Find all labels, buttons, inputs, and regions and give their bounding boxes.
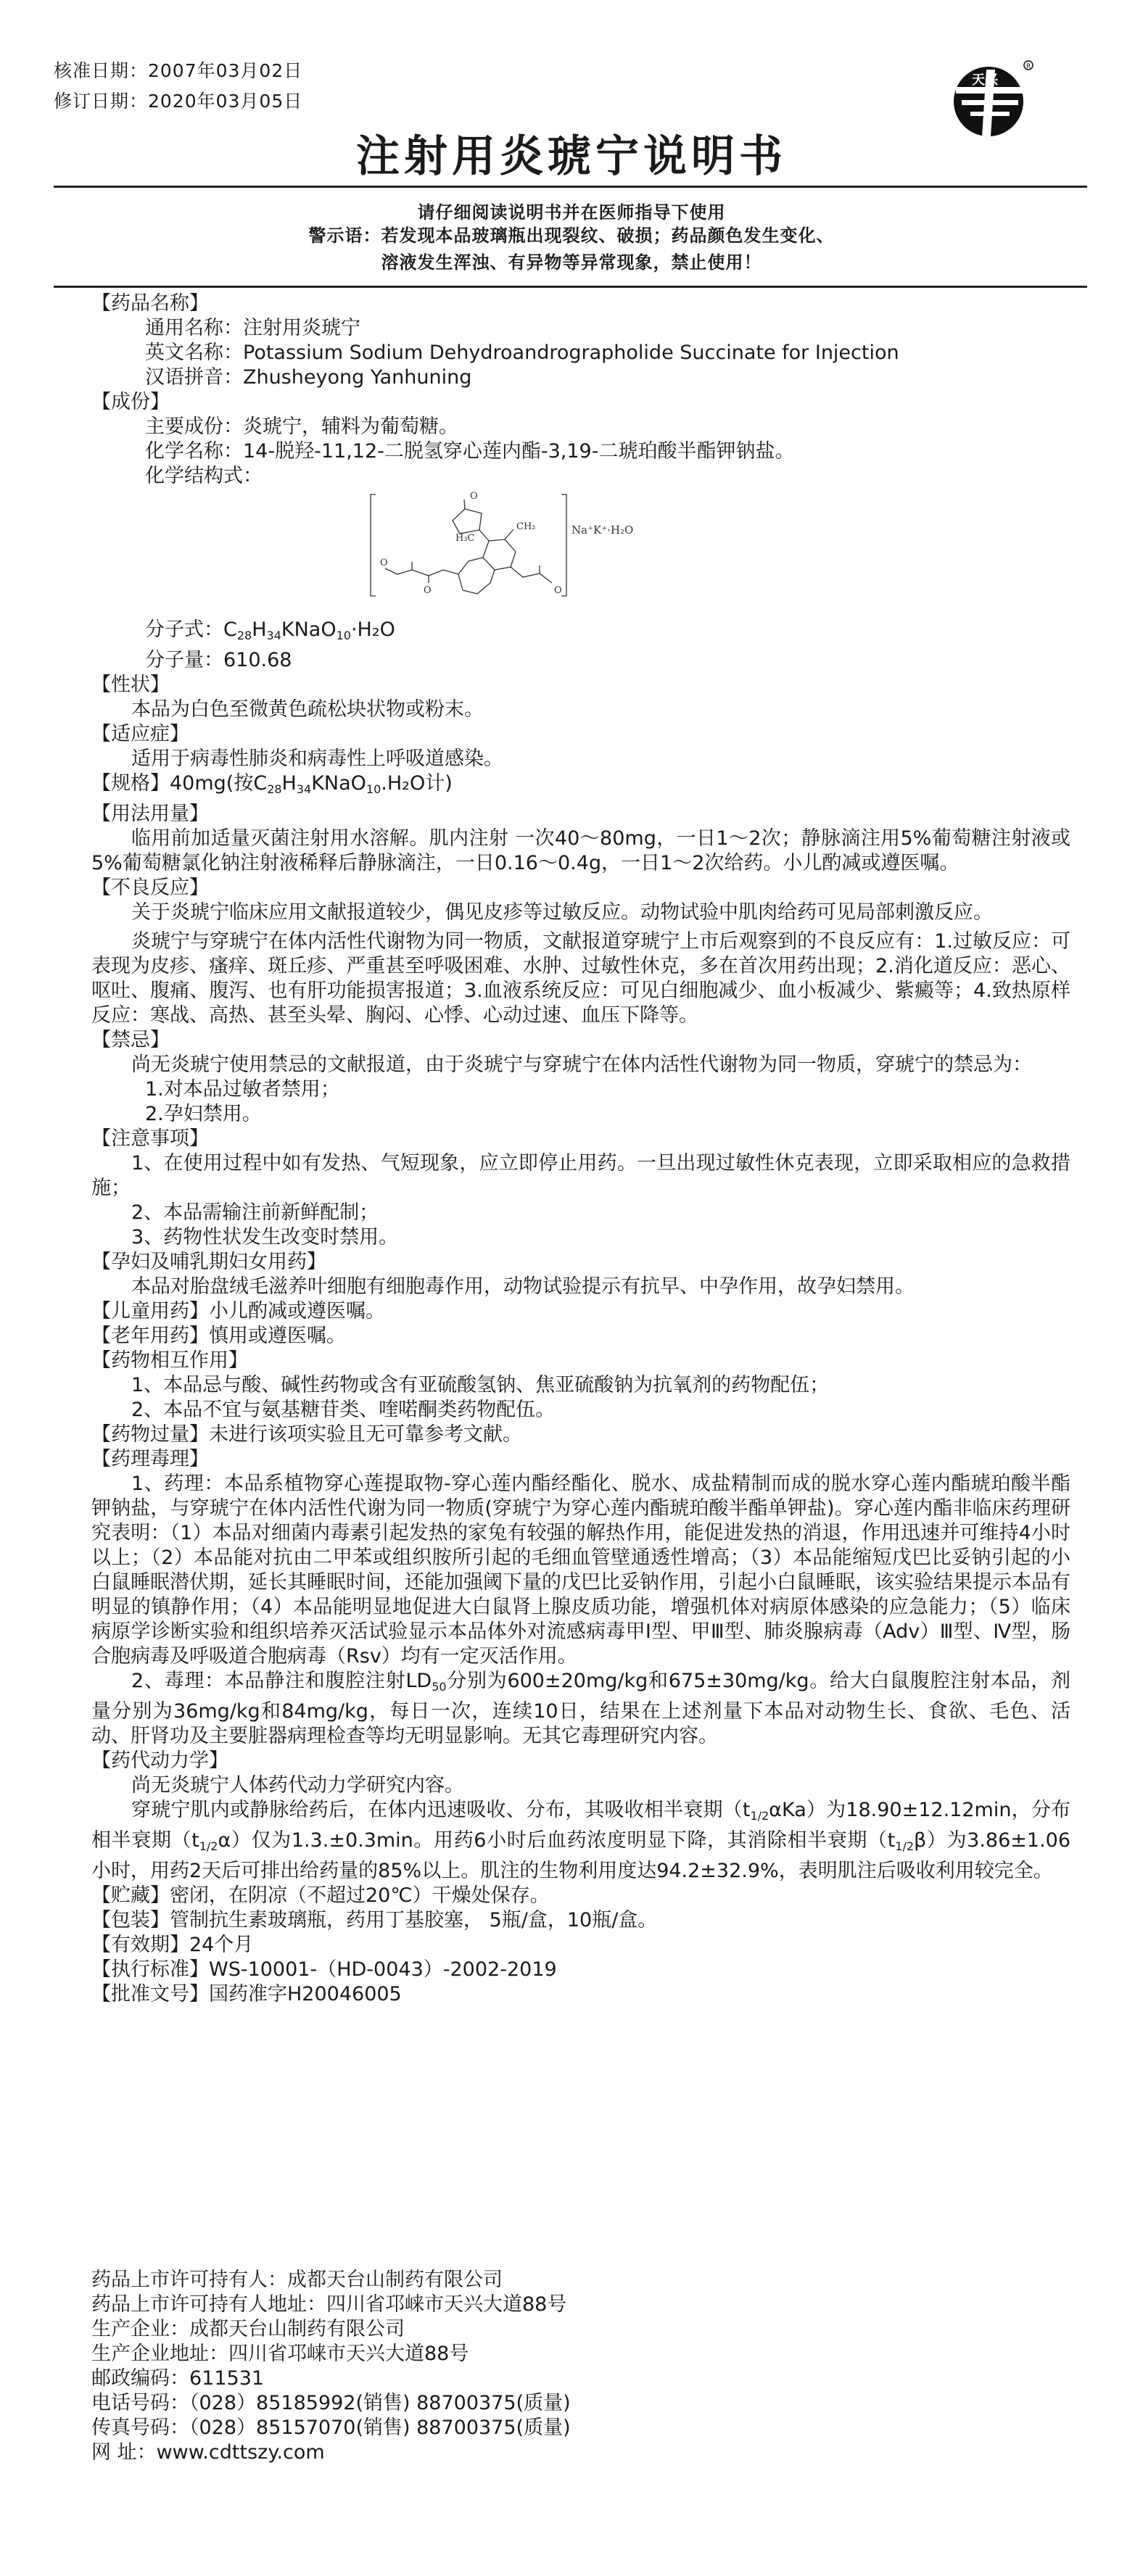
approval-number-line: 【批准文号】国药准字H20046005 (91, 1983, 402, 2005)
pharmacokinetics-text-1: 尚无炎琥宁人体药代动力学研究内容。 (131, 1774, 464, 1797)
character-text: 本品为白色至微黄色疏松块状物或粉末。 (131, 698, 484, 721)
section-heading-character: 【性状】 (91, 674, 170, 696)
insert-body (91, 291, 1070, 2007)
website: 网 址：www.cdttszy.com (91, 2441, 325, 2464)
toxicology-text: 2、毒理：本品静注和腹腔注射$LD_{50}$分别为600±20mg/kg和675±30mg/kg。给大白鼠腹腔注射本品，剂量分别为36mg/kg和84mg/kg，每日一次，连续10日，结果在上述剂量下本品对动物生长、食欲、毛色、活动、肝肾功及主要脏器病理检查等均无明显影响。无其它毒理研究内容。 (91, 1670, 1070, 1747)
pharmacology-text: 1、药理：本品系植物穿心莲提取物-穿心莲内酯经酯化、脱水、成盐精制而成的脱水穿心莲内酯琥珀酸半酯钾钠盐，与穿琥宁在体内活性代谢为同一物质(穿琥宁为穿心莲内酯琥珀酸半酯单钾盐)。穿心莲内酯非临床药理研究表明：（1）本品对细菌内毒素引起发热的家兔有较强的解热作用，能促进发热的消退，作用迅速并可维持4小时以上；（2）本品能对抗由二甲苯或组织胺所引起的毛细血管壁通透性增高；（3）本品能缩短戊巴比妥钠引起的小白鼠睡眠潜伏期，延长其睡眠时间，还能加强阈下量的戊巴比妥钠作用，引起小白鼠睡眠，该实验结果提示本品有明显的镇静作用；（4）本品能明显地促进大白鼠肾上腺皮质功能，增强机体对病原体感染的应急能力；（5）临床病原学诊断实验和组织培养灭活试验显示本品体外对流感病毒甲Ⅰ型、甲Ⅲ型、肺炎腺病毒（Adv）Ⅲ型、Ⅳ型，肠合胞病毒及呼吸道合胞病毒（Rsv）均有一定灭活作用。 (91, 1473, 1070, 1668)
spec-line: 【规格】40mg(按$C_{28}H_{34}KNaO_{10}.H_2O$计) (91, 772, 453, 796)
chemical-structure (91, 489, 1070, 602)
structure-ch3: H₃C (455, 533, 475, 544)
usage-text: 临用前加适量灭菌注射用水溶解。肌内注射 一次40～80mg，一日1～2次；静脉滴注用5%葡萄糖注射液或5%葡萄糖氯化钠注射液稀释后静脉滴注，一日0.16～0.4g，一日1～2次给药。小儿酌减或遵医嘱。 (91, 827, 1070, 874)
manufacturer-address: 生产企业地址：四川省邛崃市天兴大道88号 (91, 2343, 469, 2365)
read-notice: 请仔细阅读说明书并在医师指导下使用 (417, 202, 726, 223)
structure-o1: O (470, 491, 478, 502)
phone-number: 电话号码：（028）85185992(销售) 88700375(质量) (91, 2392, 571, 2414)
structure-ch2: CH₂ (516, 521, 536, 532)
main-ingredient: 主要成份：炎琥宁，辅料为葡萄糖。 (145, 415, 458, 438)
pharmacokinetics-text-2: 穿琥宁肌内或静脉给药后，在体内迅速吸收、分布，其吸收相半衰期$(t_{1/2}\alpha Ka)$为18.90±12.12min，分布相半衰期$(t_{1/2}\alpha)$仅为1.3.±0.3min。用药6小时后血药浓度明显下降，其消除相半衰期$(t_{1/2}\beta)$为3.86±1.06小时，用药2天后可排出给药量的85%以上。肌注的生物利用度达94.2±32.9%，表明肌注后吸收利用较完全。 (91, 1799, 1071, 1882)
section-heading-contraindication: 【禁忌】 (91, 1029, 170, 1051)
caution-item-2: 2、本品需输注前新鲜配制； (131, 1201, 379, 1224)
warning-line-1: 警示语：若发现本品玻璃瓶出现裂纹、破损；药品颜色发生变化、 (308, 225, 835, 246)
section-heading-interaction: 【药物相互作用】 (91, 1349, 248, 1372)
package-line: 【包装】管制抗生素玻璃瓶，药用丁基胶塞， 5瓶/盒，10瓶/盒。 (91, 1909, 658, 1931)
interaction-item-1: 1、本品忌与酸、碱性药物或含有亚硫酸氢钠、焦亚硫酸钠为抗氧剂的药物配伍； (131, 1374, 830, 1396)
svg-text:R: R (1026, 63, 1031, 70)
section-heading-usage: 【用法用量】 (91, 803, 209, 825)
structure-salt-label: Na⁺K⁺·H₂O (572, 523, 634, 537)
children-line: 【儿童用药】小儿酌减或遵医嘱。 (91, 1300, 385, 1322)
title-rule-top (54, 186, 1087, 188)
contraindication-item-1: 1.对本品过敏者禁用； (145, 1078, 340, 1101)
approval-date: 核准日期：2007年03月02日 (54, 60, 303, 81)
overdose-line: 【药物过量】未进行该项实验且无可靠参考文献。 (91, 1423, 522, 1446)
contraindication-text: 尚无炎琥宁使用禁忌的文献报道，由于炎琥宁与穿琥宁在体内活性代谢物为同一物质，穿琥宁的禁忌为： (131, 1053, 1032, 1076)
chemical-name: 化学名称：14-脱羟-11,12-二脱氢穿心莲内酯-3,19-二琥珀酸半酯钾钠盐。 (145, 440, 795, 463)
section-heading-pregnancy: 【孕妇及哺乳期妇女用药】 (91, 1251, 326, 1273)
logo-text: 天兴 (972, 73, 998, 88)
standard-line: 【执行标准】WS-10001-（HD-0043）-2002-2019 (91, 1958, 557, 1981)
pregnancy-text: 本品对胎盘绒毛滋养叶细胞有细胞毒作用，动物试验提示有抗早、中孕作用，故孕妇禁用。 (131, 1275, 915, 1298)
document-title: 注射用炎琥宁说明书 (356, 131, 787, 182)
elderly-line: 【老年用药】慎用或遵医嘱。 (91, 1325, 346, 1347)
section-heading-adverse: 【不良反应】 (91, 877, 209, 899)
mah-name: 药品上市许可持有人：成都天台山制药有限公司 (91, 2269, 503, 2291)
molecular-weight: 分子量：610.68 (145, 649, 292, 671)
caution-item-3: 3、药物性状发生改变时禁用。 (131, 1226, 399, 1248)
structure-o2: O (380, 558, 388, 568)
structure-diagram (367, 489, 686, 602)
mah-address: 药品上市许可持有人地址：四川省邛崃市天兴大道88号 (91, 2293, 567, 2316)
indication-text: 适用于病毒性肺炎和病毒性上呼吸道感染。 (131, 747, 503, 770)
section-heading-composition: 【成份】 (91, 391, 170, 413)
postcode: 邮政编码：611531 (91, 2367, 265, 2390)
section-heading-pharmacology: 【药理毒理】 (91, 1448, 209, 1470)
adverse-paragraph-1: 关于炎琥宁临床应用文献报道较少，偶见皮疹等过敏反应。动物试验中肌肉给药可见局部刺激反应。 (131, 901, 993, 924)
interaction-item-2: 2、本品不宜与氨基糖苷类、喹喏酮类药物配伍。 (131, 1399, 556, 1421)
fax-number: 传真号码：（028）85157070(销售) 88700375(质量) (91, 2416, 571, 2439)
title-rule-bottom (54, 286, 1087, 288)
section-heading-indication: 【适应症】 (91, 723, 189, 745)
english-name: 英文名称：Potassium Sodium Dehydroandrographolide Succinate for Injection (145, 341, 899, 364)
section-heading-name: 【药品名称】 (91, 292, 209, 315)
manufacturer-name: 生产企业：成都天台山制药有限公司 (91, 2318, 405, 2340)
structure-o4: O (554, 585, 562, 596)
revision-date: 修订日期：2020年03月05日 (54, 91, 303, 112)
caution-item-1: 1、在使用过程中如有发热、气短现象，应立即停止用药。一旦出现过敏性休克表现，立即采取相应的急救措施； (91, 1152, 1070, 1199)
company-info (91, 2268, 1070, 2465)
common-name: 通用名称：注射用炎琥宁 (145, 317, 360, 339)
section-heading-pharmacokinetics: 【药代动力学】 (91, 1749, 228, 1772)
warning-line-2: 溶液发生浑浊、有异物等异常现象，禁止使用！ (381, 252, 762, 273)
storage-line: 【贮藏】密闭，在阴凉（不超过20℃）干燥处保存。 (91, 1884, 550, 1907)
validity-line: 【有效期】24个月 (91, 1934, 254, 1956)
pinyin-name: 汉语拼音：Zhusheyong Yanhuning (145, 366, 472, 389)
section-heading-caution: 【注意事项】 (91, 1127, 209, 1150)
structure-label: 化学结构式： (145, 465, 263, 487)
molecular-formula: 分子式：$C_{28}H_{34}KNaO_{10}\cdot H_2O$ (145, 618, 395, 642)
structure-o3: O (424, 585, 432, 596)
contraindication-item-2: 2.孕妇禁用。 (145, 1103, 262, 1125)
adverse-paragraph-2: 炎琥宁与穿琥宁在体内活性代谢物为同一物质，文献报道穿琥宁上市后观察到的不良反应有：1.过敏反应：可表现为皮疹、瘙痒、斑丘疹、严重甚至呼吸困难、水肿、过敏性休克，多在首次用药出现；2.消化道反应：恶心、呕吐、腹痛、腹泻、也有肝功能损害报道；3.血液系统反应：可见白细胞减少、血小板减少、紫癜等；4.致热原样反应：寒战、高热、甚至头晕、胸闷、心悸、心动过速、血压下降等。 (91, 930, 1070, 1027)
